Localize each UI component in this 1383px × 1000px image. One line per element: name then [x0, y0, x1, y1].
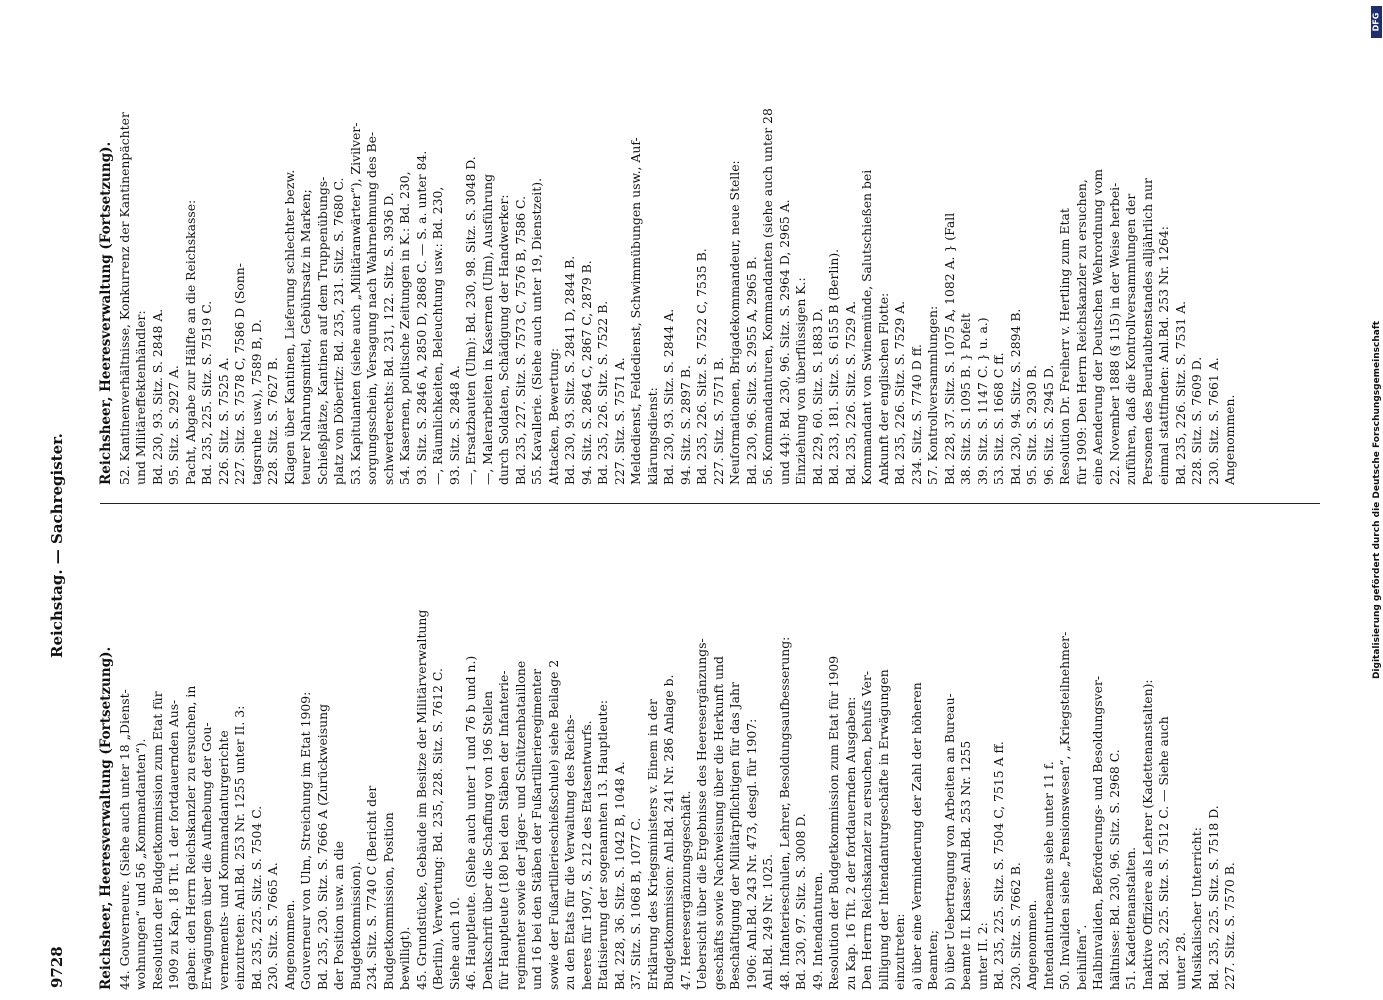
index-line: Bd. 235, 226. Sitz. S. 7522 C, 7535 B.: [694, 248, 709, 485]
index-line: Schießplätze, Kantinen auf dem Truppenübungs-: [314, 176, 330, 485]
left-column: [98, 520, 1239, 990]
index-line: Resolution der Budgetkommission zum Etat für: [149, 691, 165, 990]
index-line: 38. Sitz. S. 1095 B. } Pofelt: [958, 313, 973, 485]
index-line: —, Malerarbeiten in Kasernen (Ulm), Ausführung: [479, 173, 495, 485]
index-line: Bd. 235, 226. Sitz. S. 7522 B.: [595, 300, 610, 485]
index-line: a) über eine Verminderung der Zahl der höheren: [908, 682, 924, 990]
index-line: Bd. 235, 225. Sitz. S. 7512 C. — Siehe auch: [1156, 716, 1171, 990]
index-line: geschäfts sowie Nachweisung über die Herkunft und: [710, 656, 726, 990]
index-line: Bd. 229, 60. Sitz. S. 1883 D.: [809, 308, 825, 485]
index-line: Klagen über Kantinen, Lieferung schlechter bezw.: [281, 169, 297, 485]
index-line: (Berlin), Verwertung: Bd. 235, 228. Sitz. S. 7612 C.: [430, 668, 445, 990]
index-line: Bd. 235, 226. Sitz. S. 7531 A.: [1172, 300, 1188, 485]
index-line: Ankunft der englischen Flotte:: [875, 292, 891, 485]
index-line: einzutreten: Anl.Bd. 253 Nr. 1255 unter II. 3:: [232, 705, 247, 990]
index-line: 1909 zu Kap. 18 Tit. 1 der fortdauernden Aus-: [166, 699, 181, 990]
index-line: Kommandant von Swinemünde, Salutschießen bei: [859, 169, 874, 485]
index-line: Beschäftigung der Militärpflichtigen für das Jahr: [727, 682, 742, 990]
index-line: eine Aenderung der Deutschen Wehrordnung vom: [1090, 168, 1105, 485]
index-line: 39. Sitz. S. 1147 C. } u. a.): [974, 317, 990, 485]
index-line: durch Soldaten, Schädigung der Handwerker:: [496, 194, 511, 485]
index-line: Bd. 230, 93. Sitz. S. 2844 A.: [661, 308, 676, 485]
index-line: 46. Hauptleute. (Siehe auch unter 1 und 76 b und n.): [463, 655, 478, 990]
index-line: Bd. 235, 225. Sitz. S. 7504 C, 7515 A ff.: [991, 741, 1006, 990]
index-line: beihilfen“.: [1073, 924, 1089, 990]
index-line: Bd. 235, 227. Sitz. S. 7573 C, 7576 B, 7586 C.: [512, 195, 528, 485]
index-line: platz von Döberitz: Bd. 235, 231. Sitz. S. 7680 C.: [331, 177, 346, 485]
index-line: 94. Sitz. S. 2897 B.: [677, 365, 693, 485]
index-line: 95. Sitz. S. 2930 B.: [1024, 365, 1039, 485]
index-line: Inaktive Offiziere als Lehrer (Kadettenanstalten):: [1139, 679, 1155, 990]
index-line: einmal stattfinden: Anl.Bd. 253 Nr. 1264:: [1156, 226, 1171, 485]
index-line: Musikalischer Unterricht:: [1189, 827, 1204, 990]
index-line: 227. Sitz. S. 7570 B.: [1222, 862, 1237, 990]
index-line: Bd. 228, 37. Sitz. S. 1075 A, 1082 A. } (Fall: [941, 212, 957, 485]
index-line: 93. Sitz. S. 2846 A, 2850 D, 2868 C. — S. a. unter 84.: [413, 150, 429, 485]
index-line: 22. November 1888 (§ 115) in der Weise herbei-: [1106, 182, 1122, 485]
index-line: 96. Sitz. S. 2945 D.: [1040, 364, 1056, 485]
index-line: gaben: den Herrn Reichskanzler zu ersuchen, in: [182, 685, 198, 990]
index-line: Erklärung des Kriegsministers v. Einem in der: [644, 699, 660, 990]
index-line: 37. Sitz. S. 1068 B, 1077 C.: [628, 817, 643, 990]
index-line: und Militäreffektenhändler:: [133, 310, 148, 485]
index-line: 230. Sitz. S. 7661 A.: [1205, 357, 1221, 485]
index-line: klärungsdienst:: [644, 387, 660, 485]
index-line: der Position usw. an die: [331, 841, 346, 990]
index-line: 53. Sitz. S. 1668 C ff.: [991, 352, 1006, 485]
right-column-lines: [117, 15, 1239, 485]
index-line: Erwägungen über die Aufhebung der Gou-: [199, 722, 214, 990]
index-line: Einziehung von überflüssigen K.:: [793, 277, 808, 485]
index-line: vernements- und Kommandanturgerichte: [215, 730, 231, 990]
index-line: Pacht, Abgabe zur Hälfte an die Reichskasse:: [182, 199, 198, 485]
index-line: 50. Invaliden siehe „Pensionswesen“, „Kriegsteilnehmer-: [1057, 631, 1072, 990]
index-line: 48. Infanterieschulen, Lehrer, Besoldungsaufbesserung:: [776, 636, 792, 990]
index-line: für Hauptleute (180 bei den Stäben der Infanterie-: [496, 670, 511, 990]
index-line: 227. Sitz. S. 7571 A.: [611, 357, 627, 485]
index-line: wohnungen“ und 56 „Kommandanten“).: [133, 738, 148, 990]
index-line: Angenommen.: [281, 899, 297, 990]
index-line: Den Herrn Reichskanzler zu ersuchen, behufs Ver-: [859, 670, 874, 990]
index-line: Intendanturbeamte siehe unter 11 f.: [1040, 761, 1056, 990]
index-line: Angenommen.: [1024, 899, 1039, 990]
index-line: Meldedienst, Feldedienst, Schwimmübungen usw., Auf-: [628, 137, 643, 485]
column-divider: [100, 503, 1320, 504]
index-line: 45. Grundstücke, Gebäude im Besitze der Militärverwaltung: [413, 609, 429, 990]
index-line: Personen des Beurlaubtenstandes alljährlich nur: [1139, 178, 1155, 485]
index-line: tagsruhe usw.), 7589 B, D.: [248, 319, 264, 485]
index-line: Denkschrift über die Schaffung von 196 Stellen: [479, 690, 495, 990]
index-line: 56. Kommandanturen, Kommandanten (siehe auch unter 28: [760, 108, 775, 485]
index-line: b) über Uebertragung von Arbeiten an Bureau-: [941, 693, 957, 990]
index-line: Bd. 235, 225. Sitz. S. 7519 C.: [199, 300, 214, 485]
index-line: zuführen, daß die Kontrollversammlungen der: [1123, 193, 1138, 485]
index-line: Bd. 230, 97. Sitz. S. 3008 D.: [793, 813, 808, 990]
index-line: 230. Sitz. S. 7662 B.: [1007, 862, 1023, 990]
index-line: einzutreten:: [892, 913, 907, 990]
index-line: teurer Nahrungsmittel, Gebührsatz in Marken;: [298, 189, 313, 485]
index-line: 52. Kantinenverhältnisse, Konkurrenz der Kantinenpächter: [116, 112, 132, 485]
index-line: 55. Kavallerie. (Siehe auch unter 19, Dienstzeit).: [529, 177, 544, 485]
index-line: Halbinvaliden, Beförderungs- und Besoldungsver-: [1090, 675, 1105, 990]
index-line: 95. Sitz. S. 2927 A.: [166, 365, 181, 485]
index-line: Bd. 235, 226. Sitz. S. 7529 A.: [842, 300, 858, 485]
index-line: Angenommen.: [1222, 394, 1237, 485]
index-line: Etatisierung der sogenannten 13. Hauptleute:: [595, 699, 610, 990]
index-line: unter II. 2:: [974, 922, 990, 990]
index-line: heeres für 1907, S. 212 des Etatsentwurfs.: [578, 720, 594, 990]
index-line: und 16 bei den Stäben der Fußartillerieregimenter: [529, 668, 544, 990]
left-column-heading: Reichsheer, Heeresverwaltung (Fortsetzung).: [98, 646, 114, 990]
index-line: 234. Sitz. S. 7740 D ff.: [908, 344, 924, 485]
index-line: Attacken, Bewertung:: [545, 347, 561, 485]
index-line: 47. Heeresergänzungsgeschäft.: [677, 790, 693, 990]
index-line: Bd. 235, 225. Sitz. S. 7518 D.: [1205, 805, 1221, 990]
index-line: und 44): Bd. 230, 96. Sitz. S. 2964 D, 2965 A.: [776, 199, 792, 485]
index-line: regimenter sowie der Jäger- und Schützenbataillone: [512, 660, 528, 990]
index-line: Budgetkommission).: [347, 861, 363, 990]
index-line: —, Ersatzbauten (Ulm): Bd. 230, 98. Sitz. S. 3048 D.: [463, 156, 478, 485]
index-line: 94. Sitz. S. 2864 C, 2867 C, 2879 B.: [578, 260, 594, 485]
index-line: 54. Kasernen, politische Zeitungen in K.: Bd. 230,: [397, 171, 412, 485]
index-line: Bd. 230, 94. Sitz. S. 2894 B.: [1007, 308, 1023, 485]
dfg-logo-text: DFG: [1371, 12, 1381, 32]
left-column-lines: [117, 520, 1239, 990]
index-line: bewilligt).: [397, 926, 412, 990]
index-line: 228. Sitz. S. 7627 B.: [265, 357, 280, 485]
index-line: 51. Kadettenanstalten.: [1123, 846, 1138, 990]
index-line: Resolution der Budgetkommission zum Etat für 1909: [826, 655, 841, 990]
index-line: unter 28.: [1172, 932, 1188, 990]
index-line: 44. Gouverneure. (Siehe auch unter 18 „Dienst-: [116, 689, 132, 990]
index-line: 234. Sitz. S. 7740 C (Bericht der: [364, 785, 379, 990]
digitization-note-text: Digitalisierung gefördert durch die Deutsche Forschungsgemeinschaft: [1372, 320, 1382, 680]
index-line: schwerderechts: Bd. 231, 122. Sitz. S. 3936 D.: [380, 192, 396, 485]
running-title: Reichstag. — Sachregister.: [48, 433, 66, 658]
index-line: beamte II. Klasse: Anl.Bd. 253 Nr. 1255: [958, 740, 973, 990]
index-line: 57. Kontrollversammlungen:: [925, 305, 940, 485]
index-line: Bd. 230, 93. Sitz. S. 2841 D, 2844 B.: [562, 255, 577, 485]
index-line: Bd. 233, 181. Sitz. S. 6155 B (Berlin).: [826, 248, 841, 485]
index-line: Resolution Dr. Freiherr v. Hertling zum Etat: [1057, 208, 1072, 485]
page-header: [48, 12, 92, 988]
index-line: 1906: Anl.Bd. 243 Nr. 473, desgl. für 1907:: [743, 718, 759, 990]
index-line: 227. Sitz. S. 7578 C, 7586 D (Sonn-: [232, 263, 247, 485]
index-line: Siehe auch 10.: [446, 897, 462, 990]
index-line: Gouverneur von Ulm, Streichung im Etat 1909:: [298, 691, 313, 990]
index-line: —, Räumlichkeiten, Beleuchtung usw.: Bd. 230,: [430, 186, 445, 485]
index-line: Bd. 230, 96. Sitz. S. 2955 A, 2965 B.: [743, 256, 759, 485]
index-line: Uebersicht über die Ergebnisse des Heeresergänzungs-: [694, 638, 709, 990]
index-line: 93. Sitz. S. 2848 A.: [446, 365, 462, 485]
index-line: Bd. 235, 230. Sitz. S. 7666 A (Zurückweisung: [314, 703, 330, 990]
index-line: Neuformationen, Brigadekommandeur, neue Stelle:: [727, 160, 742, 485]
index-line: Bd. 230, 93. Sitz. S. 2848 A.: [149, 308, 165, 485]
index-line: hältnisse: Bd. 230, 96. Sitz. S. 2968 C.: [1106, 749, 1122, 990]
index-line: sorgungsschein, Versagung nach Wahrnehmung des Be-: [364, 131, 379, 485]
index-line: Bd. 235, 225. Sitz. S. 7504 C.: [248, 805, 264, 990]
index-line: Beamten;: [925, 929, 940, 990]
index-line: 53. Kapitulanten (siehe auch „Militäranwärter“), Zivilver-: [347, 122, 363, 485]
index-line: Bd. 235, 226. Sitz. S. 7529 A.: [892, 300, 907, 485]
index-line: 228. Sitz. S. 7609 D.: [1189, 356, 1204, 485]
index-line: zu den Etats für die Verwaltung des Reichs-: [562, 714, 577, 990]
index-line: 230. Sitz. S. 7665 A.: [265, 862, 280, 990]
index-line: 227. Sitz. S. 7571 B.: [710, 357, 726, 485]
index-line: sowie der Fußartillerieschießschule) siehe Beilage 2: [545, 659, 561, 990]
right-column: [98, 15, 1239, 485]
index-line: Bd. 228, 36. Sitz. S. 1042 B, 1048 A.: [611, 761, 627, 990]
index-line: Anl.Bd. 249 Nr. 1025.: [760, 853, 775, 990]
index-line: für 1909: Den Herrn Reichskanzler zu ersuchen,: [1073, 179, 1089, 485]
index-line: 226. Sitz. S. 7525 A.: [215, 357, 231, 485]
right-column-heading: Reichsheer, Heeresverwaltung (Fortsetzung).: [98, 141, 114, 485]
index-line: zu Kap. 16 Tit. 2 der fortdauernden Ausgaben:: [842, 696, 858, 990]
index-line: Budgetkommission, Position: [380, 812, 396, 990]
index-line: 49. Intendanturen.: [809, 871, 825, 990]
page-number: 9728: [48, 946, 66, 988]
index-line: billigung der Intendanturgeschäfte in Erwägungen: [875, 669, 891, 990]
index-line: Budgetkommission: Anl.Bd. 241 Nr. 286 Anlage b.: [661, 674, 676, 990]
